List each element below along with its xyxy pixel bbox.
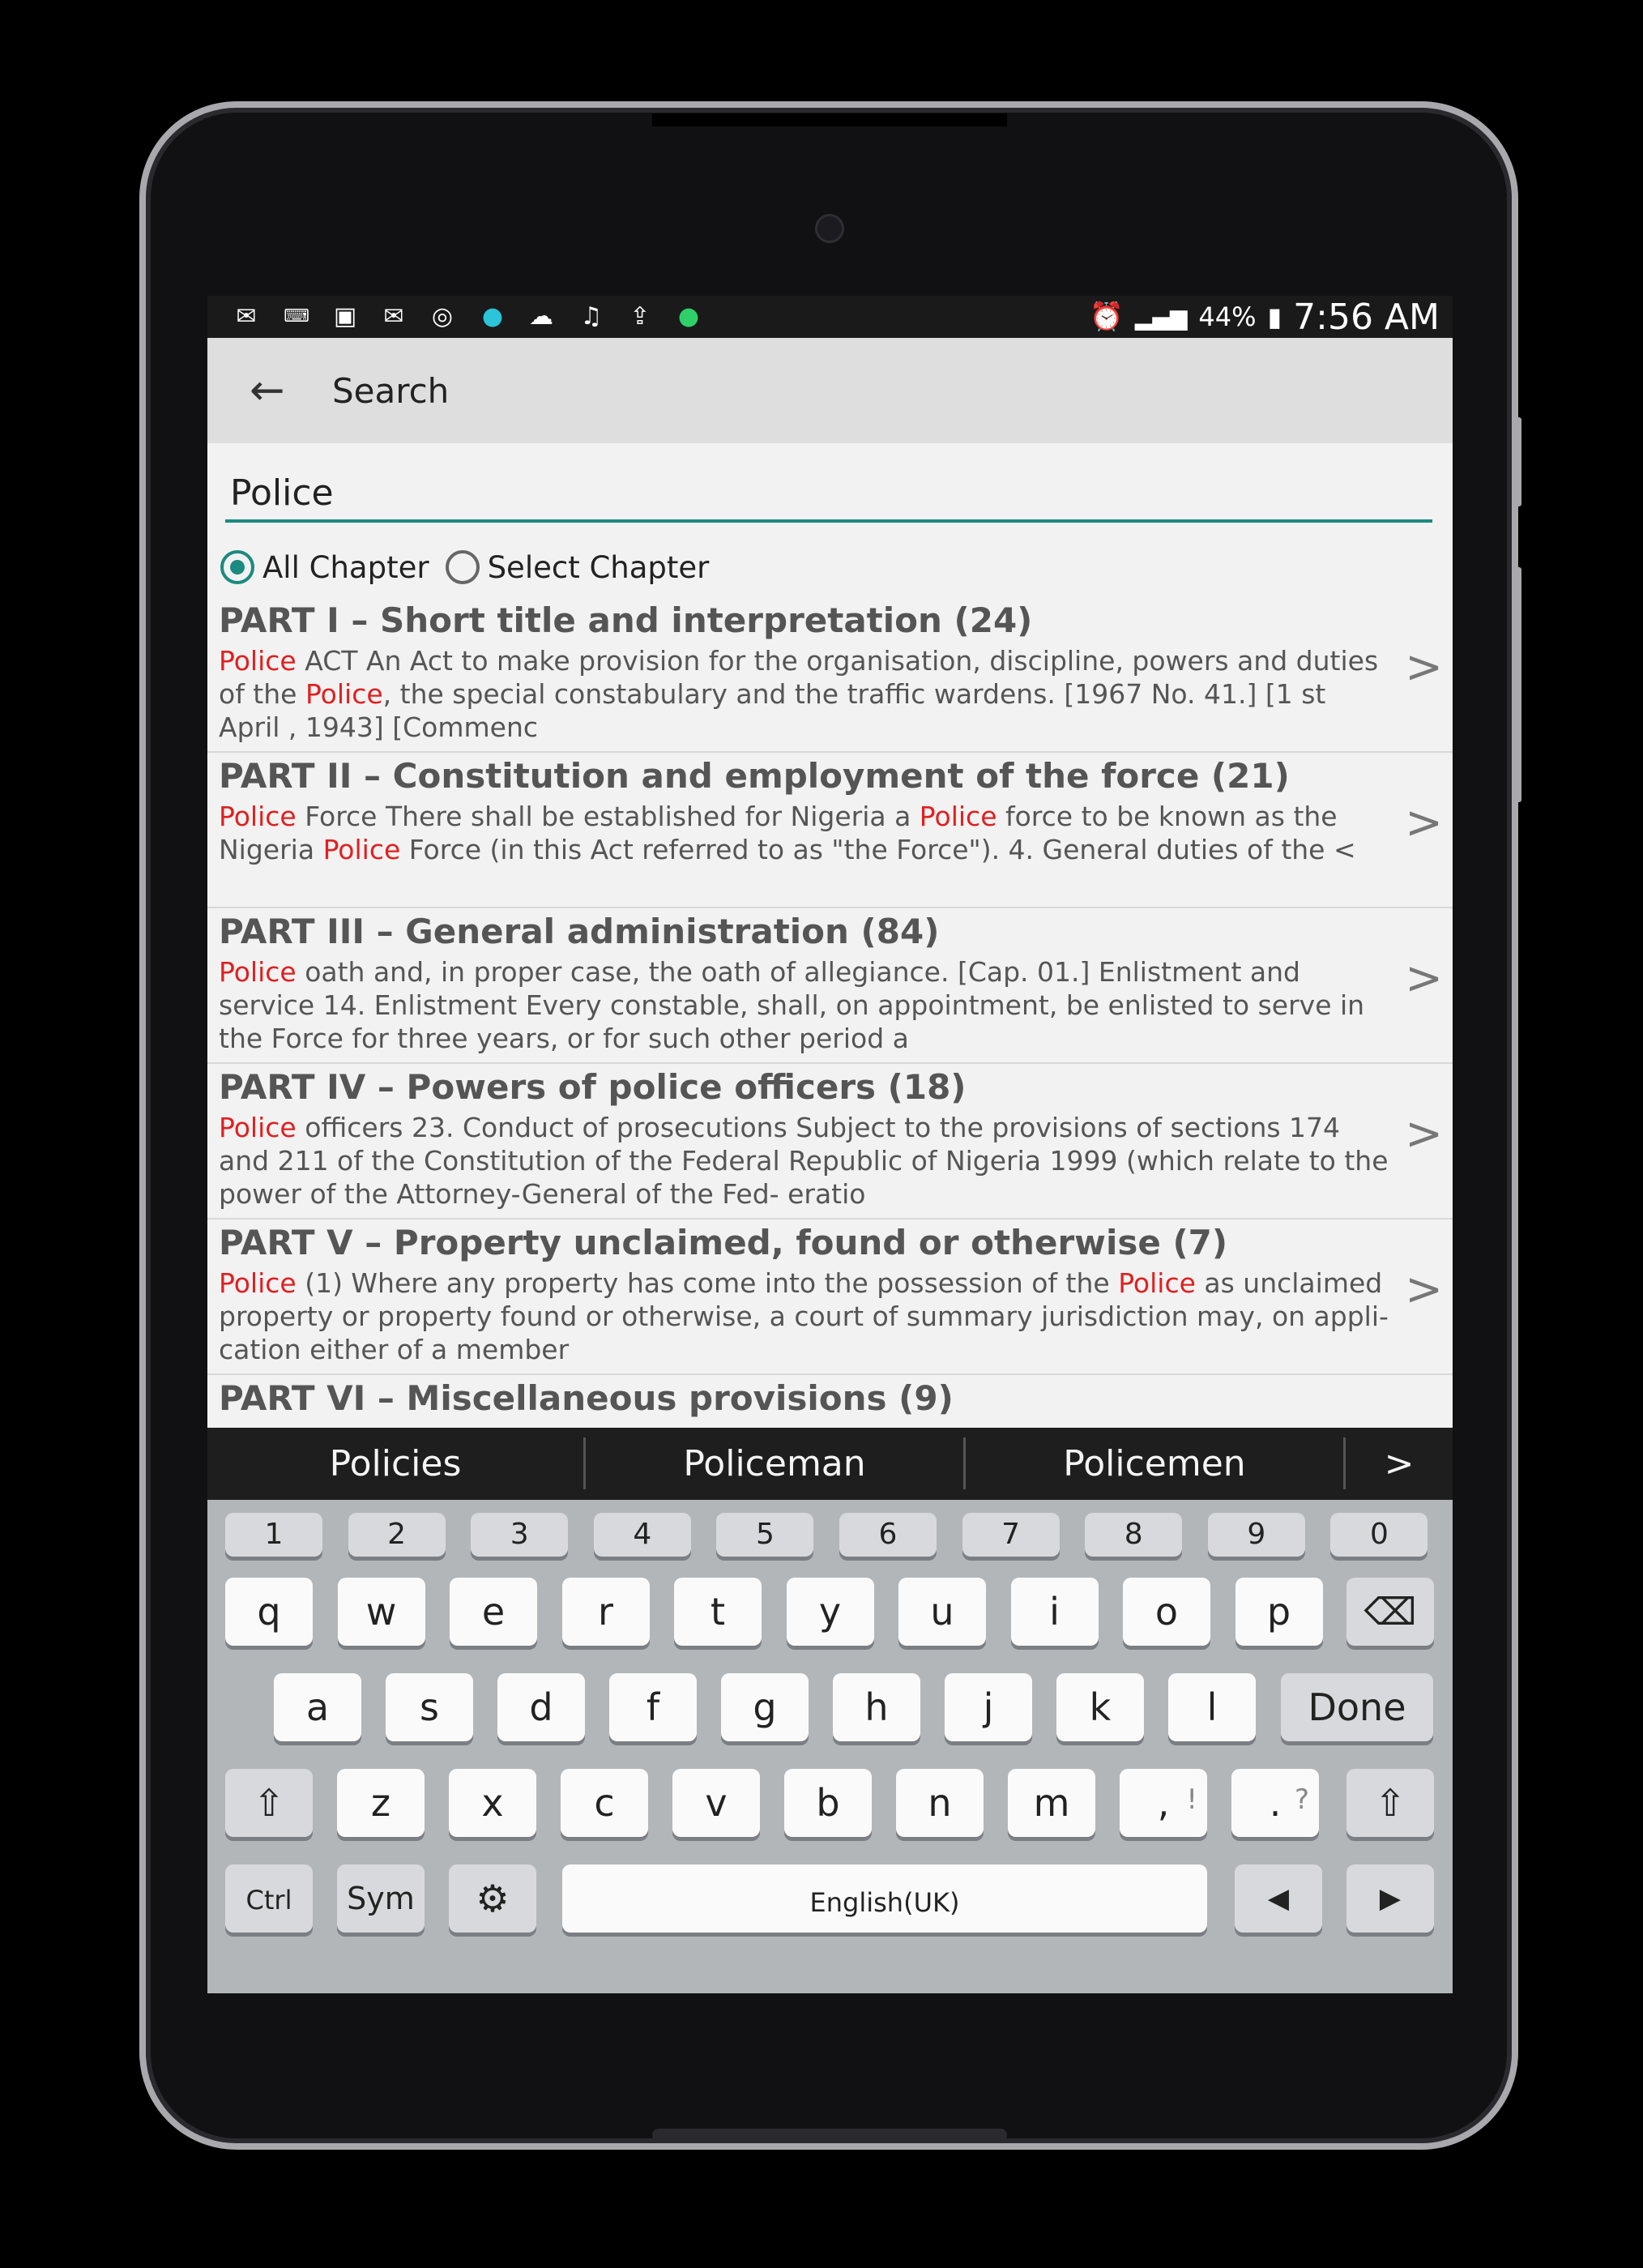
key-y-label: y xyxy=(818,1590,842,1634)
sym-key[interactable] xyxy=(337,1864,425,1933)
status-time: 7:56 AM xyxy=(1293,296,1440,338)
highlight-term: Police xyxy=(219,1112,297,1143)
all-chapter-radio[interactable] xyxy=(220,550,254,584)
done-key[interactable] xyxy=(1281,1673,1433,1741)
chevron-right-icon: > xyxy=(1405,641,1443,694)
result-title: PART III – General administration (84) xyxy=(219,912,940,951)
ctrl-key[interactable] xyxy=(225,1864,313,1933)
key-7[interactable] xyxy=(962,1513,1060,1557)
result-item[interactable] xyxy=(207,1064,1453,1219)
chevron-right-icon: > xyxy=(1405,797,1443,849)
all-chapter-label[interactable]: All Chapter xyxy=(262,549,429,585)
more-suggestions-icon[interactable]: > xyxy=(1384,1443,1415,1484)
key-h[interactable] xyxy=(833,1673,920,1741)
chevron-right-icon: > xyxy=(1405,1263,1443,1316)
whatsapp-icon: ◎ xyxy=(431,302,454,331)
key-8-label: 8 xyxy=(1124,1518,1143,1551)
signal-icon: ▂▄▆ xyxy=(1134,303,1188,331)
key-k-label: k xyxy=(1089,1685,1112,1729)
select-chapter-radio[interactable] xyxy=(446,550,480,584)
snippet-text: Force (in this Act referred to as "the Force"). 4. General duties of the < xyxy=(400,834,1356,865)
key-4-label: 4 xyxy=(633,1518,652,1551)
chat-icon: ● xyxy=(677,302,700,331)
highlight-term: Police xyxy=(305,678,383,710)
highlight-term: Police xyxy=(219,956,297,988)
period-key-alt: ? xyxy=(1294,1783,1309,1816)
key-w[interactable] xyxy=(338,1578,425,1646)
shift-key-right[interactable] xyxy=(1346,1769,1434,1837)
mail-icon: ✉ xyxy=(236,302,257,331)
key-e-label: e xyxy=(481,1590,506,1634)
key-z-label: z xyxy=(370,1781,391,1825)
settings-gear-icon[interactable] xyxy=(449,1864,536,1933)
key-g[interactable] xyxy=(721,1673,809,1741)
key-f[interactable] xyxy=(609,1673,697,1741)
results-list xyxy=(207,597,1453,1418)
key-0[interactable] xyxy=(1330,1513,1427,1557)
result-snippet xyxy=(219,644,1393,746)
tablet-bottom-edge xyxy=(652,2129,1007,2142)
key-h-label: h xyxy=(864,1685,889,1729)
key-f-label: f xyxy=(646,1685,660,1729)
snippet-text: ACT An Act to make provision for the organisation, discipline, powers and duties of the xyxy=(219,645,1379,710)
done-key-label: Done xyxy=(1308,1685,1406,1729)
gmail-icon: ✉ xyxy=(383,302,404,331)
key-q[interactable] xyxy=(225,1578,313,1646)
key-t-label: t xyxy=(710,1590,726,1634)
key-0-label: 0 xyxy=(1369,1518,1389,1551)
battery-icon: ▮ xyxy=(1267,301,1282,332)
page-title: Search xyxy=(332,371,450,411)
key-x[interactable] xyxy=(449,1769,536,1837)
key-s[interactable] xyxy=(386,1673,473,1741)
snippet-text: officers 23. Conduct of prosecutions Subject to the provisions of sections 174 and 211 of the Constitution of the Federal Republic of Nigeria 1999 (which relate to the power of the Attorney-General of the Fed- eratio xyxy=(219,1112,1389,1210)
suggestion-item[interactable]: Policeman xyxy=(683,1443,866,1484)
key-c-label: c xyxy=(594,1781,615,1825)
key-v-label: v xyxy=(705,1781,728,1825)
chevron-right-icon: > xyxy=(1405,952,1443,1005)
result-title: PART II – Constitution and employment of the force (21) xyxy=(219,756,1290,796)
app-icon: ● xyxy=(481,302,504,331)
key-n-label: n xyxy=(928,1781,952,1825)
key-7-label: 7 xyxy=(1001,1518,1021,1551)
key-3[interactable] xyxy=(471,1513,568,1557)
key-w-label: w xyxy=(365,1590,397,1634)
key-y[interactable] xyxy=(787,1578,874,1646)
chapter-filter xyxy=(220,547,709,587)
key-j-label: j xyxy=(983,1685,994,1729)
key-q-label: q xyxy=(257,1590,281,1634)
result-snippet xyxy=(219,955,1393,1057)
key-b[interactable] xyxy=(784,1769,872,1837)
result-snippet xyxy=(219,1266,1393,1369)
status-right xyxy=(1089,296,1440,338)
key-8[interactable] xyxy=(1085,1513,1182,1557)
upload-icon: ⇪ xyxy=(629,302,651,331)
comma-key-alt: ! xyxy=(1186,1783,1197,1816)
snippet-text: oath and, in proper case, the oath of allegiance. [Cap. 01.] Enlistment and service 14. Enlistment Every constable, shall, on appointment, be enlisted to serve in the Force for three years, or for such other period a xyxy=(219,956,1365,1054)
key-m-label: m xyxy=(1033,1781,1070,1825)
key-4[interactable] xyxy=(594,1513,691,1557)
suggestion-item[interactable]: Policies xyxy=(329,1443,462,1484)
key-r-label: r xyxy=(598,1590,613,1634)
key-l-label: l xyxy=(1206,1685,1218,1729)
cloud-icon: ☁ xyxy=(529,302,553,331)
key-d[interactable] xyxy=(497,1673,585,1741)
key-9[interactable] xyxy=(1208,1513,1305,1557)
arrow-right-icon-label: ▶ xyxy=(1379,1882,1402,1915)
key-x-label: x xyxy=(481,1781,504,1825)
music-icon: ♫ xyxy=(580,302,603,331)
shift-key-label: ⇧ xyxy=(253,1781,285,1825)
shift-key[interactable] xyxy=(225,1769,313,1837)
key-d-label: d xyxy=(529,1685,553,1729)
key-5[interactable] xyxy=(716,1513,813,1557)
key-j[interactable] xyxy=(945,1673,1032,1741)
highlight-term: Police xyxy=(1118,1267,1196,1299)
arrow-right-icon[interactable] xyxy=(1346,1864,1434,1933)
alarm-icon: ⏰ xyxy=(1089,301,1124,333)
result-item[interactable] xyxy=(207,597,1453,753)
key-6-label: 6 xyxy=(878,1518,898,1551)
shift-key-right-label: ⇧ xyxy=(1374,1781,1406,1825)
key-p-label: p xyxy=(1266,1590,1291,1634)
space-key-label: English(UK) xyxy=(809,1887,960,1918)
status-bar xyxy=(207,296,1453,338)
key-u-label: u xyxy=(930,1590,954,1634)
highlight-term: Police xyxy=(219,645,297,677)
key-n[interactable] xyxy=(896,1769,984,1837)
key-c[interactable] xyxy=(561,1769,648,1837)
key-2[interactable] xyxy=(348,1513,446,1557)
result-snippet xyxy=(219,1111,1393,1213)
key-3-label: 3 xyxy=(510,1518,529,1551)
key-1-label: 1 xyxy=(264,1518,284,1551)
result-item[interactable] xyxy=(207,1219,1453,1375)
snippet-text: (1) Where any property has come into the possession of the xyxy=(296,1267,1119,1299)
snippet-text: Force There shall be established for Nigeria a xyxy=(296,801,920,832)
key-a[interactable] xyxy=(274,1673,361,1741)
key-s-label: s xyxy=(420,1685,439,1729)
space-key[interactable] xyxy=(562,1864,1207,1933)
key-t[interactable] xyxy=(674,1578,762,1646)
backspace-key-label: ⌫ xyxy=(1363,1590,1417,1634)
comma-key-label: , xyxy=(1157,1781,1170,1825)
arrow-left-icon[interactable] xyxy=(1235,1864,1322,1933)
key-1[interactable] xyxy=(225,1513,322,1557)
keyboard-icon: ⌨ xyxy=(284,306,309,327)
highlight-term: Police xyxy=(219,801,297,832)
key-v[interactable] xyxy=(672,1769,760,1837)
settings-gear-icon-label: ⚙ xyxy=(476,1877,510,1920)
select-chapter-label[interactable]: Select Chapter xyxy=(487,549,710,585)
device-screen xyxy=(207,296,1453,1993)
key-o[interactable] xyxy=(1123,1578,1210,1646)
power-button xyxy=(1515,417,1521,506)
key-z[interactable] xyxy=(337,1769,425,1837)
arrow-left-icon-label: ◀ xyxy=(1267,1882,1290,1915)
period-key-label: . xyxy=(1269,1781,1282,1825)
result-title: PART V – Property unclaimed, found or otherwise (7) xyxy=(219,1223,1228,1262)
key-o-label: o xyxy=(1154,1590,1179,1634)
tablet-top-edge xyxy=(652,113,1007,126)
result-title: PART I – Short title and interpretation (24) xyxy=(219,600,1033,640)
highlight-term: Police xyxy=(219,1267,297,1299)
battery-percent: 44% xyxy=(1198,301,1257,332)
snippet-text: force to be known as the Nigeria xyxy=(219,801,1338,865)
key-b-label: b xyxy=(816,1781,840,1825)
key-i-label: i xyxy=(1049,1590,1060,1634)
key-p[interactable] xyxy=(1235,1578,1323,1646)
comma-key[interactable] xyxy=(1120,1769,1207,1837)
image-icon: ▣ xyxy=(333,302,357,331)
result-snippet xyxy=(219,800,1393,902)
app-bar xyxy=(207,338,1453,443)
key-6[interactable] xyxy=(839,1513,937,1557)
result-item[interactable] xyxy=(207,908,1453,1064)
snippet-text: as unclaimed property or property found or otherwise, a court of summary jurisdiction may, on appli- cation either of a member xyxy=(219,1267,1389,1365)
key-u[interactable] xyxy=(898,1578,986,1646)
ctrl-key-label: Ctrl xyxy=(245,1885,292,1916)
key-e[interactable] xyxy=(450,1578,537,1646)
key-9-label: 9 xyxy=(1247,1518,1266,1551)
snippet-text: , the special constabulary and the traffic wardens. [1967 No. 41.] [1 st April , 1943] [Commenc xyxy=(219,678,1326,743)
highlight-term: Police xyxy=(919,801,997,832)
keyboard xyxy=(207,1500,1453,1993)
key-5-label: 5 xyxy=(755,1518,775,1551)
key-2-label: 2 xyxy=(387,1518,407,1551)
highlight-term: Police xyxy=(322,834,401,865)
period-key[interactable] xyxy=(1231,1769,1319,1837)
chevron-right-icon: > xyxy=(1405,1108,1443,1160)
key-r[interactable] xyxy=(562,1578,650,1646)
suggestion-item[interactable]: Policemen xyxy=(1063,1443,1246,1484)
sym-key-label: Sym xyxy=(347,1881,415,1916)
front-camera xyxy=(815,214,844,243)
back-arrow-icon[interactable]: ← xyxy=(250,366,285,415)
search-input[interactable] xyxy=(225,466,1432,523)
key-l[interactable] xyxy=(1168,1673,1256,1741)
suggestion-bar xyxy=(207,1428,1453,1500)
backspace-key[interactable] xyxy=(1346,1578,1434,1646)
result-item[interactable] xyxy=(207,753,1453,908)
key-k[interactable] xyxy=(1056,1673,1144,1741)
key-a-label: a xyxy=(305,1685,330,1729)
result-title: PART VI – Miscellaneous provisions (9) xyxy=(219,1378,954,1418)
key-m[interactable] xyxy=(1008,1769,1095,1837)
key-i[interactable] xyxy=(1011,1578,1099,1646)
key-g-label: g xyxy=(753,1685,777,1729)
volume-button xyxy=(1515,567,1521,802)
result-title: PART IV – Powers of police officers (18) xyxy=(219,1067,967,1107)
